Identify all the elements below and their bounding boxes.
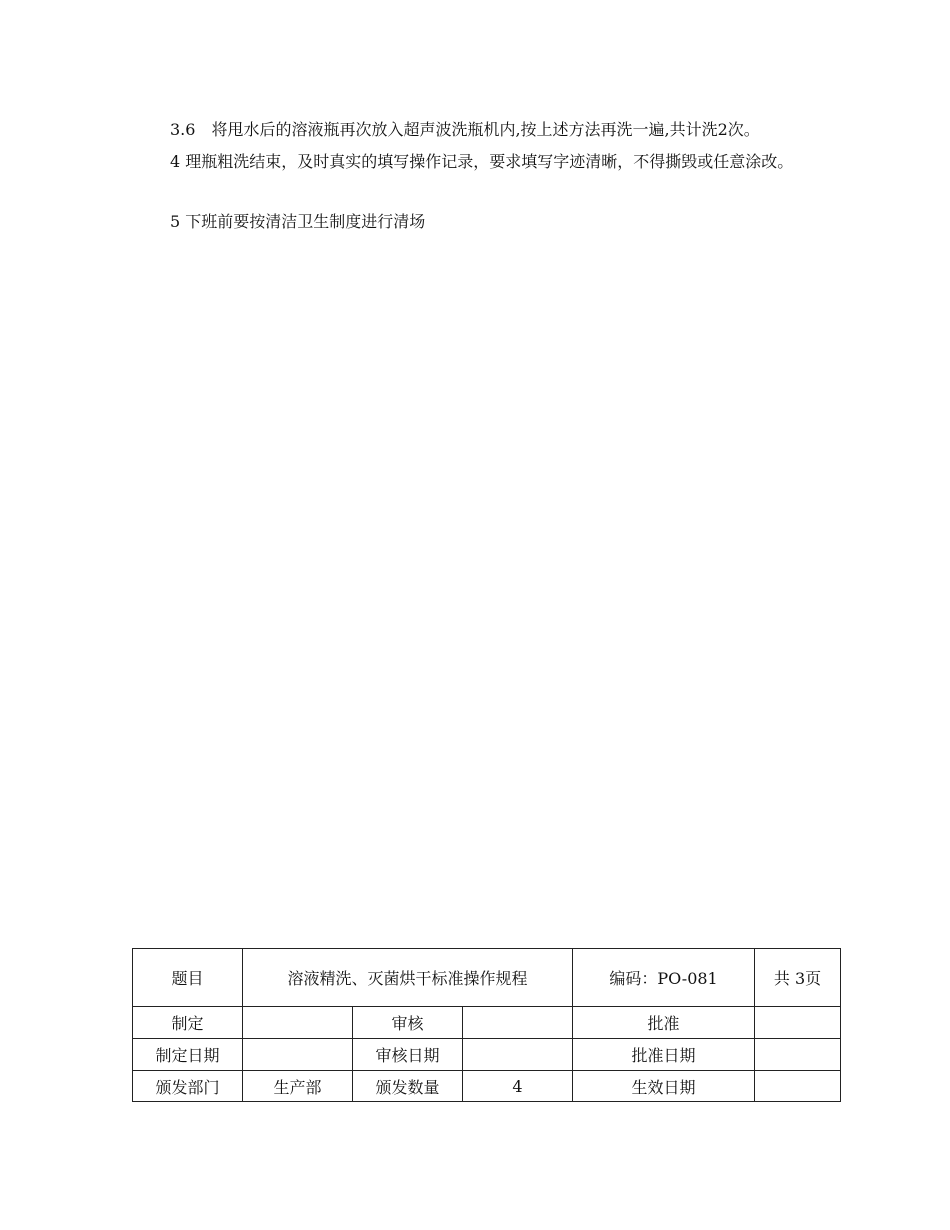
issue-dept-value-cell: 生产部: [243, 1071, 353, 1102]
table-row: [133, 1071, 841, 1102]
made-date-label-cell: 制定日期: [133, 1039, 243, 1071]
title-value-cell: 溶液精洗、灭菌烘干标准操作规程: [243, 949, 573, 1007]
approve-value-cell: [755, 1007, 841, 1039]
review-date-value-cell: [463, 1039, 573, 1071]
paragraph-4: 4 理瓶粗洗结束，及时真实的填写操作记录，要求填写字迹清晰，不得撕毁或任意涂改。: [170, 152, 794, 171]
effective-date-label-cell: 生效日期: [573, 1071, 755, 1102]
issue-qty-label-cell: 颁发数量: [353, 1071, 463, 1102]
title-label-cell: 题目: [133, 949, 243, 1007]
issue-qty-value-cell: 4: [463, 1071, 573, 1102]
effective-date-value-cell: [755, 1071, 841, 1102]
table-row: [133, 1039, 841, 1071]
made-by-value-cell: [243, 1007, 353, 1039]
approve-date-value-cell: [755, 1039, 841, 1071]
paragraph-3-6: 3.6 将甩水后的溶液瓶再次放入超声波洗瓶机内,按上述方法再洗一遍,共计洗2次。: [170, 120, 760, 139]
page-count-cell: 共 3页: [755, 949, 841, 1007]
review-date-label-cell: 审核日期: [353, 1039, 463, 1071]
review-value-cell: [463, 1007, 573, 1039]
document-control-table: [132, 948, 841, 1102]
issue-dept-label-cell: 颁发部门: [133, 1071, 243, 1102]
made-date-value-cell: [243, 1039, 353, 1071]
table-row: [133, 1007, 841, 1039]
paragraph-5: 5 下班前要按清洁卫生制度进行清场: [170, 212, 426, 231]
made-by-label-cell: 制定: [133, 1007, 243, 1039]
document-code-cell: 编码：PO-081: [573, 949, 755, 1007]
approve-label-cell: 批准: [573, 1007, 755, 1039]
approve-date-label-cell: 批准日期: [573, 1039, 755, 1071]
review-label-cell: 审核: [353, 1007, 463, 1039]
table-row: [133, 949, 841, 1007]
